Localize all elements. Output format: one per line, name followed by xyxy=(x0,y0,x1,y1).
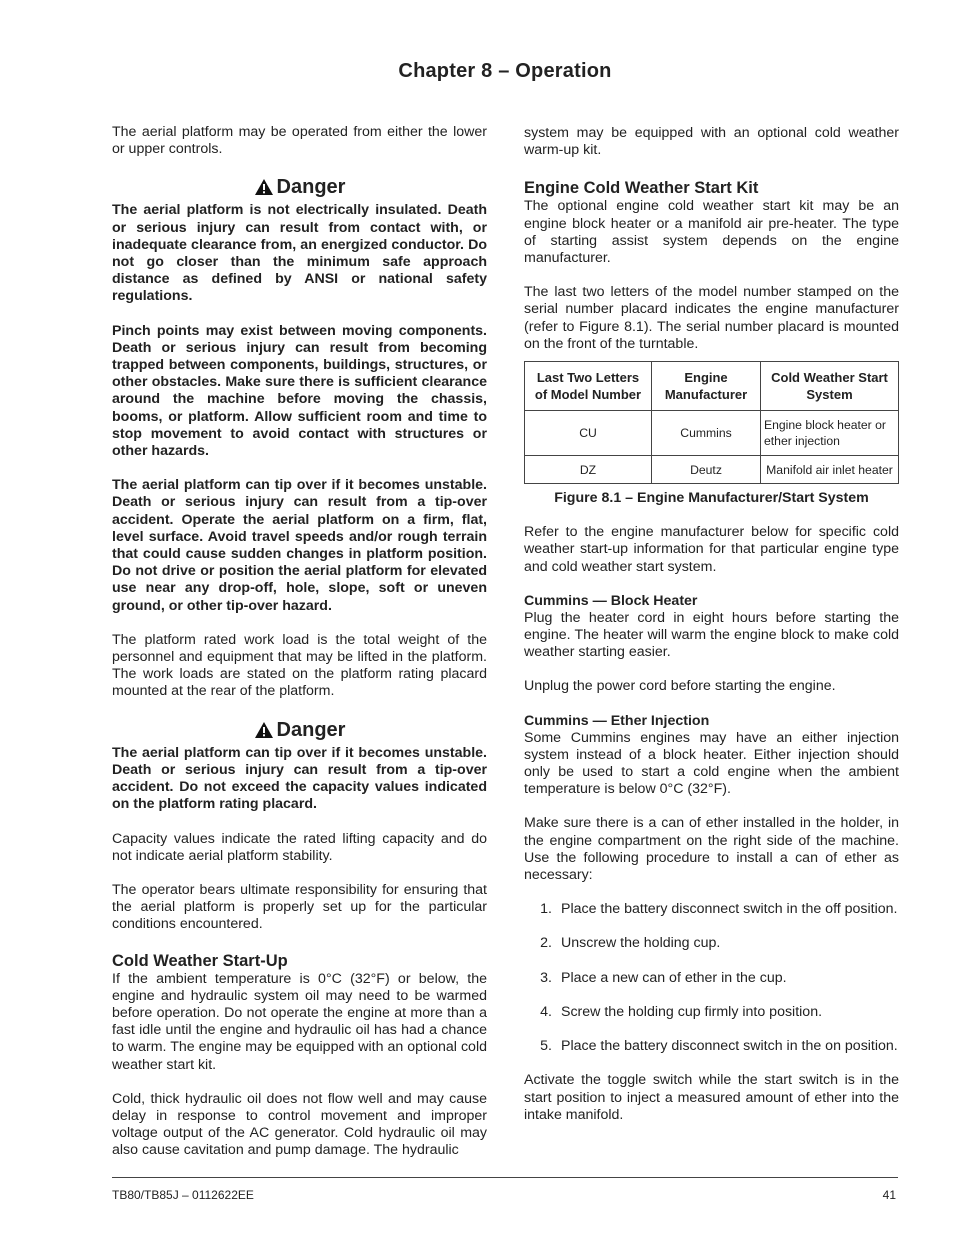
ether-can-paragraph: Make sure there is a can of ether installed in the holder, in the engine compartment on the right side of the machine. Use the following procedure to install a can of ether as necessary: xyxy=(524,815,899,884)
block-heater-heading: Cummins — Block Heater xyxy=(524,592,698,609)
table-header: Engine Manufacturer xyxy=(652,362,761,411)
table-row xyxy=(525,411,899,456)
engine-manufacturer-table xyxy=(524,361,899,484)
step-text: Place the battery disconnect switch in the off position. xyxy=(561,901,898,918)
start-kit-heading: Engine Cold Weather Start Kit xyxy=(524,179,759,198)
step-number: 5. xyxy=(540,1038,552,1055)
danger-text: The aerial platform can tip over if it becomes unstable. Death or serious injury can result from a tip-over accident. Operate the aerial platform on a firm, flat, level surface. Avoid travel speeds and/or rough terrain that could cause sudden changes in platform position. Do not drive or position the aerial platform for elevated use near any drop-off, hole, slope, soft or uneven ground, or other tip-over hazard. xyxy=(112,477,487,614)
table-cell: DZ xyxy=(525,456,652,484)
step-number: 4. xyxy=(540,1003,552,1020)
ether-injection-paragraph: Some Cummins engines may have an either injection system instead of a block heater. Either injection should only be used to start a cold engine when the ambient temperature is below 0°C (32°F). xyxy=(524,729,899,798)
danger-label: Danger xyxy=(276,176,346,199)
right-column xyxy=(524,125,899,1141)
rated-load-paragraph: The platform rated work load is the total weight of the personnel and equipment that may be lifted in the platform. The work loads are stated on the platform rating placard mounted at the rear of the platform. xyxy=(112,631,487,700)
danger-text: Pinch points may exist between moving components. Death or serious injury can result from becoming trapped between components, buildings, structures, or other obstacles. Make sure there is sufficient clearance around the machine before moving the chassis, booms, or platform. Allow sufficient room and time to stop movement to avoid contact with structures or other hazards. xyxy=(112,322,487,460)
left-column xyxy=(112,124,487,1177)
table-cell: Manifold air inlet heater xyxy=(761,456,899,484)
step-text: Screw the holding cup firmly into position. xyxy=(561,1003,823,1020)
procedure-list xyxy=(524,901,899,1055)
document-number: TB80/TB85J – 0112622EE xyxy=(112,1188,254,1202)
page-number: 41 xyxy=(882,1188,896,1202)
list-item xyxy=(524,935,899,952)
refer-paragraph: Refer to the engine manufacturer below for specific cold weather start-up information for that particular engine type and cold weather start system. xyxy=(524,524,899,575)
list-item xyxy=(524,970,899,987)
footer-divider xyxy=(112,1177,898,1178)
step-number: 3. xyxy=(540,969,552,986)
start-kit-paragraph: The optional engine cold weather start kit may be an engine block heater or a manifold air pre-heater. The type of starting assist system depends on the engine manufacturer. xyxy=(524,198,899,267)
intro-paragraph: The aerial platform may be operated from either the lower or upper controls. xyxy=(112,124,487,158)
figure-caption: Figure 8.1 – Engine Manufacturer/Start System xyxy=(554,490,869,507)
danger-text: The aerial platform is not electrically insulated. Death or serious injury can result from contact with, or inadequate clearance from, an energized conductor. Do not go closer than the minimum safe approach distance as defined by ANSI or national safety regulations. xyxy=(112,202,487,305)
cold-weather-heading: Cold Weather Start-Up xyxy=(112,951,288,970)
danger-text: The aerial platform can tip over if it becomes unstable. Death or serious injury can result from a tip-over accident. Do not exceed the capacity values indicated on the platform rating placard. xyxy=(112,744,487,813)
cold-weather-paragraph: If the ambient temperature is 0°C (32°F) or below, the engine and hydraulic system oil may need to be warmed before operation. Do not operate the engine at more than a fast idle until the engine and hydraulic oil has had a chance to warm. The engine may be equipped with an optional cold weather start kit. xyxy=(112,970,487,1073)
danger-heading xyxy=(112,176,487,198)
table-cell: Deutz xyxy=(652,456,761,484)
step-number: 1. xyxy=(540,901,552,918)
hydraulic-oil-paragraph: Cold, thick hydraulic oil does not flow well and may cause delay in response to control movement and improper voltage output of the AC generator. Cold hydraulic oil may also cause cavitation and pump damage. The hydraulic xyxy=(112,1090,487,1159)
unplug-paragraph: Unplug the power cord before starting the engine. xyxy=(524,678,836,695)
table-header: Last Two Letters of Model Number xyxy=(525,362,652,411)
danger-label: Danger xyxy=(276,718,346,741)
warning-triangle-icon xyxy=(254,721,274,739)
operator-paragraph: The operator bears ultimate responsibility for ensuring that the aerial platform is properly set up for the particular conditions encountered. xyxy=(112,881,487,933)
table-cell: CU xyxy=(525,411,652,456)
list-item xyxy=(524,1004,899,1021)
danger-heading xyxy=(112,719,487,741)
table-header: Cold Weather Start System xyxy=(761,362,899,411)
warning-triangle-icon xyxy=(254,178,274,196)
step-text: Place a new can of ether in the cup. xyxy=(561,969,787,986)
step-text: Unscrew the holding cup. xyxy=(561,935,721,952)
block-heater-paragraph: Plug the heater cord in eight hours before starting the engine. The heater will warm the engine block to make cold weather starting easier. xyxy=(524,609,899,661)
list-item xyxy=(524,1038,899,1055)
page-title: Chapter 8 – Operation xyxy=(398,60,612,82)
table-row xyxy=(525,456,899,484)
table-cell: Engine block heater or ether injection xyxy=(761,411,899,456)
ether-injection-heading: Cummins — Ether Injection xyxy=(524,712,710,729)
list-item xyxy=(524,901,899,918)
model-number-paragraph: The last two letters of the model number stamped on the serial number placard indicates the engine manufacturer (refer to Figure 8.1). The serial number placard is mounted on the front of the turntable. xyxy=(524,284,899,352)
step-number: 2. xyxy=(540,935,552,952)
step-text: Place the battery disconnect switch in the on position. xyxy=(561,1038,898,1055)
activate-paragraph: Activate the toggle switch while the start switch is in the start position to inject a measured amount of ether into the intake manifold. xyxy=(524,1072,899,1123)
table-cell: Cummins xyxy=(652,411,761,456)
continued-paragraph: system may be equipped with an optional cold weather warm-up kit. xyxy=(524,125,899,159)
capacity-paragraph: Capacity values indicate the rated lifting capacity and do not indicate aerial platform stability. xyxy=(112,830,487,864)
